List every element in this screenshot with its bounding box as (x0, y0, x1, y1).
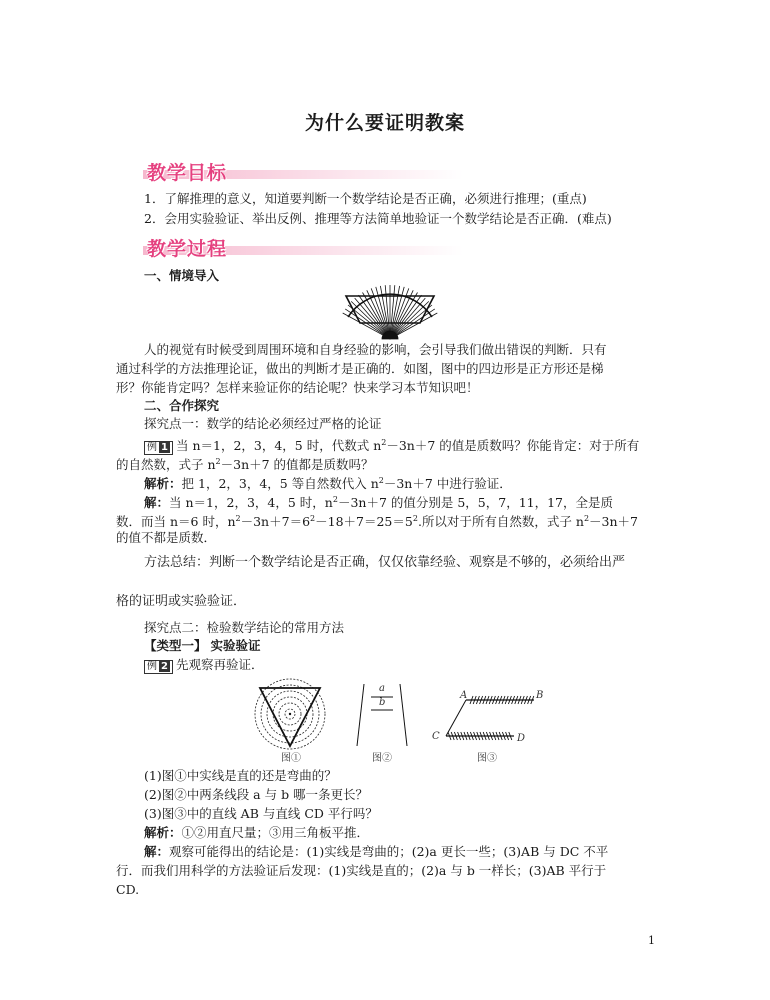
method-summary-line-1: 方法总结：判断一个数学结论是否正确，仅仅依靠经验、观察是不够的，必须给出严 (144, 555, 626, 570)
example-2-tag: 例 2 (144, 660, 173, 674)
solution-1-line-3: 的值不都是质数． (116, 530, 217, 545)
fan-figure (340, 283, 440, 341)
point-a-label: A (460, 690, 468, 701)
banner-process-text: 教学过程 (147, 238, 228, 260)
method-summary-line-2: 格的证明或实验验证． (116, 594, 247, 609)
segment-b-label: b (379, 697, 386, 708)
type-1-heading: 【类型一】 实验验证 (144, 638, 261, 653)
banner-process (143, 234, 463, 262)
figure-1 (250, 678, 330, 750)
figure-1-label: 图① (281, 753, 301, 764)
section-heading-2: 二、合作探究 (144, 398, 220, 413)
example-1-tag: 例 1 (144, 441, 173, 455)
point-b-label: B (536, 690, 544, 701)
point-c-label: C (432, 731, 440, 742)
section-heading-1: 一、情境导入 (144, 268, 220, 283)
figure-2-label: 图② (372, 753, 392, 764)
figure-3-label: 图③ (477, 753, 497, 764)
solution-1-line-2: 数．而当 n＝6 时，$n^2-3n+7=6^2-18+7=25=5^2$.所以对于所有自然数，式子 $n^2-3n+7$ (116, 514, 638, 530)
inquiry-point-1: 探究点一：数学的结论必须经过严格的论证 (144, 416, 382, 431)
analysis-2: 解析：①②用直尺量；③用三角板平推． (144, 825, 370, 840)
intro-line-1: 人的视觉有时候受到周围环境和自身经验的影响，会引导我们做出错误的判断．只有 (144, 342, 607, 357)
example-1-line-1: 例 1 当 n＝1，2，3，4，5 时，代数式 $n^2-3n+7$ 的值是质数吗？你能肯定：对于所有 (144, 435, 684, 455)
solution-2-line-3: CD. (116, 882, 140, 897)
point-d-label: D (517, 733, 526, 744)
example-2: 例 2 先观察再验证． (144, 657, 684, 674)
intro-line-2: 通过科学的方法推理论证，做出的判断才是正确的．如图，图中的四边形是正方形还是梯 (116, 361, 604, 376)
inquiry-point-2: 探究点二：检验数学结论的常用方法 (144, 620, 345, 635)
banner-goals (143, 158, 463, 186)
question-2: (2)图②中两条线段 a 与 b 哪一条更长？ (144, 787, 369, 802)
example-1-line-2: 的自然数，式子 $n^2-3n+7$ 的值都是质数吗？ (116, 457, 374, 473)
solution-2-line-2: 行．而我们用科学的方法验证后发现：(1)实线是直的；(2)a 与 b 一样长；(3)AB 平行于 (116, 863, 607, 878)
goal-2: 2．会用实验验证、举出反例、推理等方法简单地验证一个数学结论是否正确．(难点) (144, 211, 612, 226)
solution-1-line-1: 解：当 n＝1，2，3，4，5 时，$n^2-3n+7$ 的值分别是 5，5，7，11，17，全是质 (144, 495, 614, 511)
segment-a-label: a (379, 683, 385, 694)
banner-goals-text: 教学目标 (147, 162, 228, 184)
analysis-1: 解析：把 1，2，3，4，5 等自然数代入 $n^2-3n+7$ 中进行验证． (144, 476, 512, 492)
question-1: (1)图①中实线是直的还是弯曲的？ (144, 768, 337, 783)
page-title: 为什么要证明教案 (304, 112, 465, 134)
question-3: (3)图③中的直线 AB 与直线 CD 平行吗？ (144, 806, 378, 821)
intro-line-3: 形？你能肯定吗？怎样来验证你的结论呢？快来学习本节知识吧！ (116, 380, 479, 395)
page-number: 1 (648, 934, 655, 947)
solution-2-line-1: 解：观察可能得出的结论是：(1)实线是弯曲的；(2)a 更长一些；(3)AB 与 DC 不平 (144, 844, 609, 859)
goal-1: 1．了解推理的意义，知道要判断一个数学结论是否正确，必须进行推理；(重点) (144, 191, 587, 206)
